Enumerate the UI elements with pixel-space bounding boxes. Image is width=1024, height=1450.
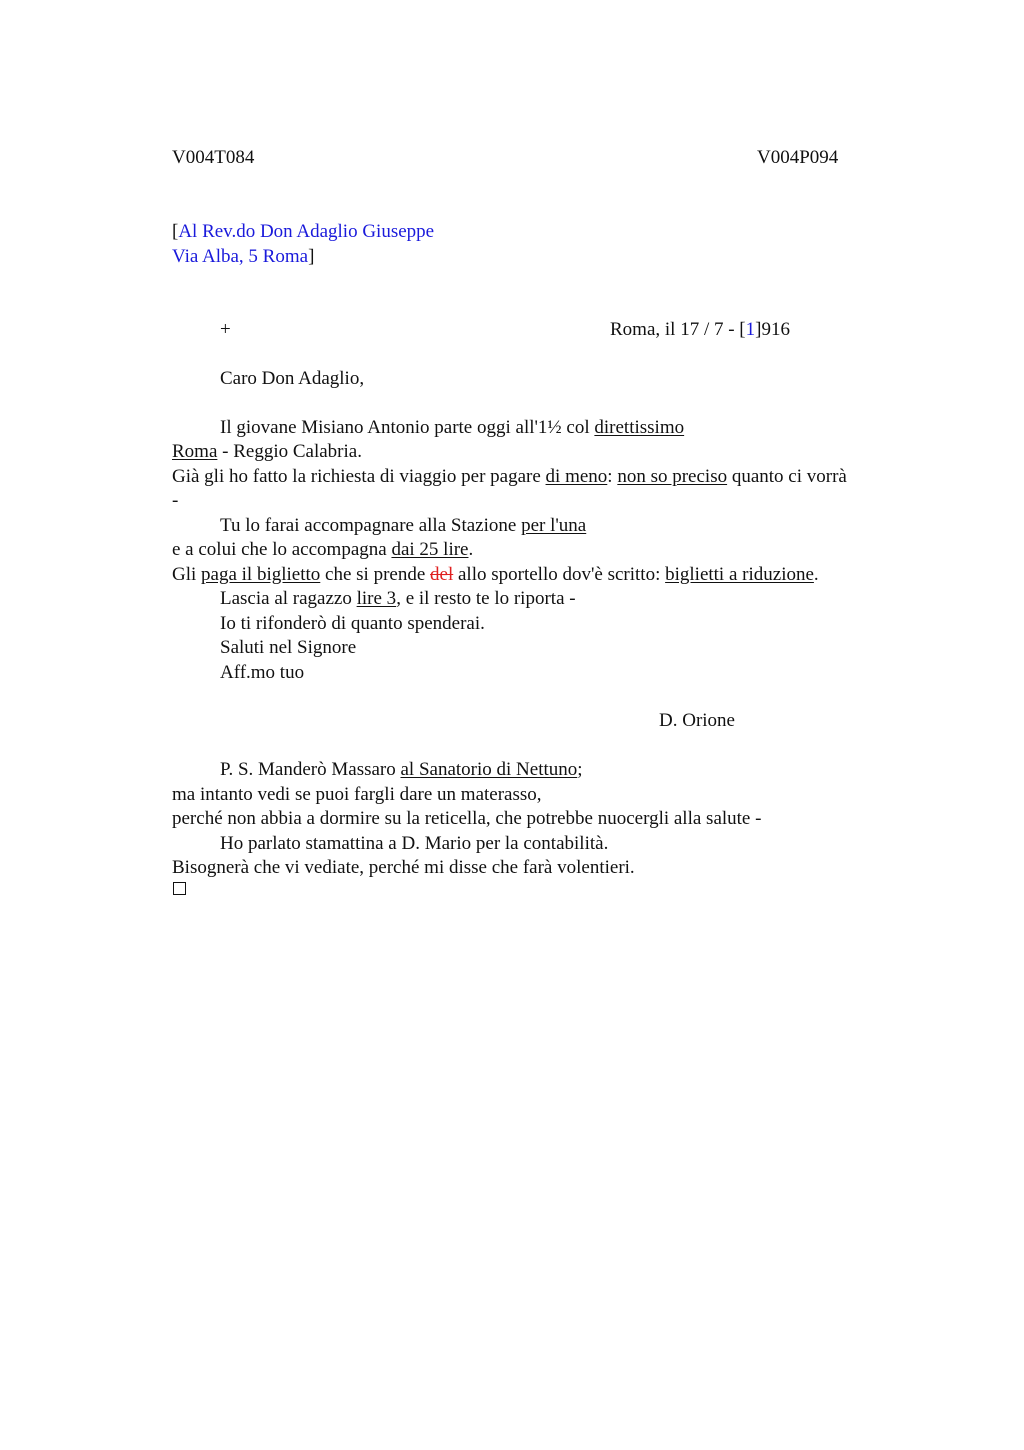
place-date (610, 318, 790, 342)
body-line-1 (220, 416, 684, 440)
text: P. S. Manderò Massaro (220, 759, 401, 780)
header-right-code: V004P094 (757, 147, 839, 168)
body-line-8 (220, 587, 576, 611)
underlined-text: lire 3 (356, 588, 397, 609)
underlined-text: di meno (545, 466, 608, 487)
date-suffix: ]916 (755, 319, 790, 340)
body-line-9: Io ti rifonderò di quanto spenderai. (220, 613, 485, 634)
underlined-text: non so preciso (617, 466, 728, 487)
postscript-line-3: perché non abbia a dormire su la reticella, che potrebbe nuocergli alla salute - (172, 808, 762, 829)
signature: D. Orione (659, 710, 735, 731)
address-bracket-close: ] (308, 246, 315, 267)
text: che si prende (320, 564, 431, 585)
text: . (468, 539, 474, 560)
salutation: Caro Don Adaglio, (220, 368, 365, 389)
date-year-digit: 1 (745, 319, 756, 340)
underlined-text: per l'una (521, 515, 587, 536)
body-line-11: Aff.mo tuo (220, 662, 305, 683)
text: Tu lo farai accompagnare alla Stazione (220, 515, 522, 536)
end-box-icon (173, 882, 186, 895)
underlined-text: direttissimo (594, 417, 685, 438)
address-line-1 (172, 220, 434, 244)
text: e a colui che lo accompagna (172, 539, 392, 560)
postscript-line-4: Ho parlato stamattina a D. Mario per la contabilità. (220, 833, 609, 854)
text: - Reggio Calabria. (217, 441, 362, 462)
address-street: Via Alba, 5 Roma (172, 246, 309, 267)
underlined-text: dai 25 lire (391, 539, 469, 560)
body-line-5 (220, 514, 586, 538)
cross-mark: + (220, 319, 231, 340)
body-line-6 (172, 538, 473, 562)
text: Già gli ho fatto la richiesta di viaggio per pagare (172, 466, 546, 487)
underlined-text: paga il biglietto (201, 564, 321, 585)
body-line-4: - (172, 490, 179, 511)
text: , e il resto te lo riporta - (396, 588, 576, 609)
text: quanto ci vorrà (727, 466, 847, 487)
text: ; (577, 759, 583, 780)
text: : (607, 466, 618, 487)
deleted-text: del (430, 564, 454, 585)
address-line-2 (172, 245, 314, 269)
text: Lascia al ragazzo (220, 588, 357, 609)
postscript-line-2: ma intanto vedi se puoi fargli dare un materasso, (172, 784, 542, 805)
text: Gli (172, 564, 202, 585)
postscript-line-1 (220, 758, 583, 782)
postscript-line-5: Bisognerà che vi vediate, perché mi disse che farà volentieri. (172, 857, 635, 878)
header-left-code: V004T084 (172, 147, 255, 168)
body-line-2 (172, 440, 362, 464)
text: allo sportello dov'è scritto: (453, 564, 666, 585)
underlined-text: al Sanatorio di Nettuno (400, 759, 578, 780)
text: . (813, 564, 819, 585)
date-prefix: Roma, il 17 / 7 - [ (610, 319, 746, 340)
text: Il giovane Misiano Antonio parte oggi all'1½ col (220, 417, 595, 438)
address-recipient: Al Rev.do Don Adaglio Giuseppe (178, 221, 435, 242)
underlined-text: biglietti a riduzione (665, 564, 814, 585)
body-line-10: Saluti nel Signore (220, 637, 357, 658)
address-bracket-open: [ (172, 221, 179, 242)
underlined-text: Roma (172, 441, 218, 462)
body-line-7 (172, 563, 819, 587)
body-line-3 (172, 465, 847, 489)
